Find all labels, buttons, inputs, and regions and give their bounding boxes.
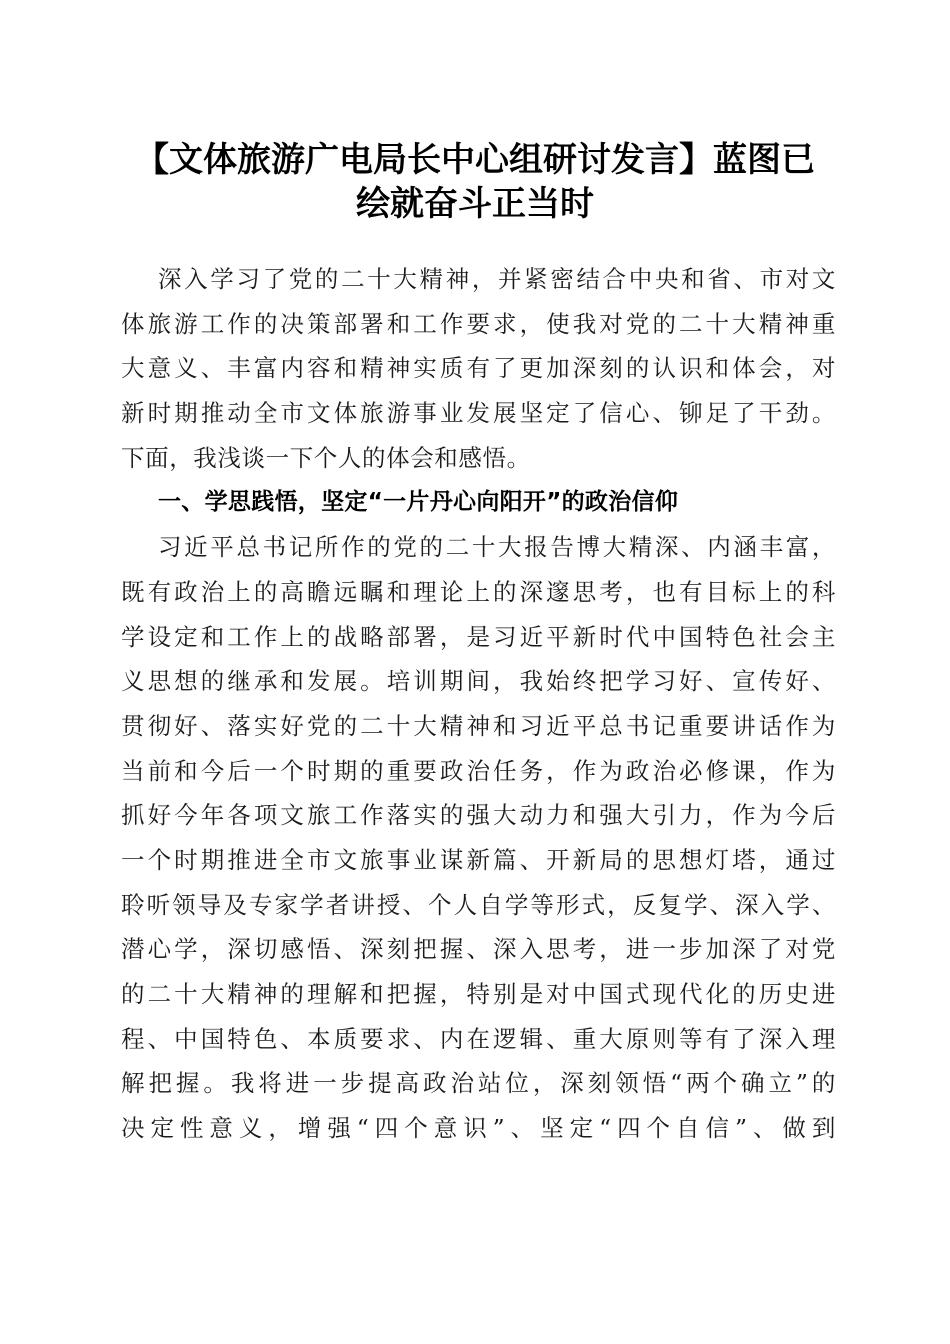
paragraph-line: 学设定和工作上的战略部署，是习近平新时代中国特色社会主 (121, 622, 836, 651)
paragraph-line: 一个时期推进全市文旅事业谋新篇、开新局的思想灯塔，通过 (121, 845, 836, 874)
paragraph-line: 程、中国特色、本质要求、内在逻辑、重大原则等有了深入理 (121, 1024, 836, 1053)
document-body (121, 257, 836, 1151)
paragraph-line: 决定性意义，增强“四个意识”、坚定“四个自信”、做到 (121, 1114, 836, 1143)
paragraph-line: 潜心学，深切感悟、深刻把握、深入思考，进一步加深了对党 (121, 935, 836, 964)
paragraph-line: 义思想的继承和发展。培训期间，我始终把学习好、宣传好、 (121, 667, 836, 696)
paragraph-line: 聆听领导及专家学者讲授、个人自学等形式，反复学、深入学、 (121, 890, 836, 919)
paragraph-line: 的二十大精神的理解和把握，特别是对中国式现代化的历史进 (121, 980, 836, 1008)
paragraph-line: 大意义、丰富内容和精神实质有了更加深刻的认识和体会，对 (121, 354, 836, 383)
paragraph-line: 解把握。我将进一步提高政治站位，深刻领悟“两个确立”的 (121, 1069, 836, 1098)
paragraph-line: 既有政治上的高瞻远瞩和理论上的深邃思考，也有目标上的科 (121, 577, 836, 606)
section-heading: 一、学思践悟，坚定“一片丹心向阳开”的政治信仰 (158, 489, 679, 516)
paragraph-line: 体旅游工作的决策部署和工作要求，使我对党的二十大精神重 (121, 309, 836, 338)
paragraph-line: 深入学习了党的二十大精神，并紧密结合中央和省、市对文 (158, 265, 836, 293)
title-line: 【文体旅游广电局长中心组研讨发言】蓝图已 (135, 140, 815, 180)
paragraph-line: 抓好今年各项文旅工作落实的强大动力和强大引力，作为今后 (121, 801, 836, 830)
document-title (100, 138, 850, 226)
paragraph-line: 习近平总书记所作的党的二十大报告博大精深、内涵丰富， (158, 533, 836, 562)
title-line: 绘就奋斗正当时 (356, 184, 594, 224)
paragraph-line: 新时期推动全市文体旅游事业发展坚定了信心、铆足了干劲。 (121, 399, 836, 428)
paragraph-line: 贯彻好、落实好党的二十大精神和习近平总书记重要讲话作为 (121, 711, 836, 740)
paragraph-line: 当前和今后一个时期的重要政治任务，作为政治必修课，作为 (121, 756, 836, 785)
paragraph-line: 下面，我浅谈一下个人的体会和感悟。 (121, 443, 531, 472)
